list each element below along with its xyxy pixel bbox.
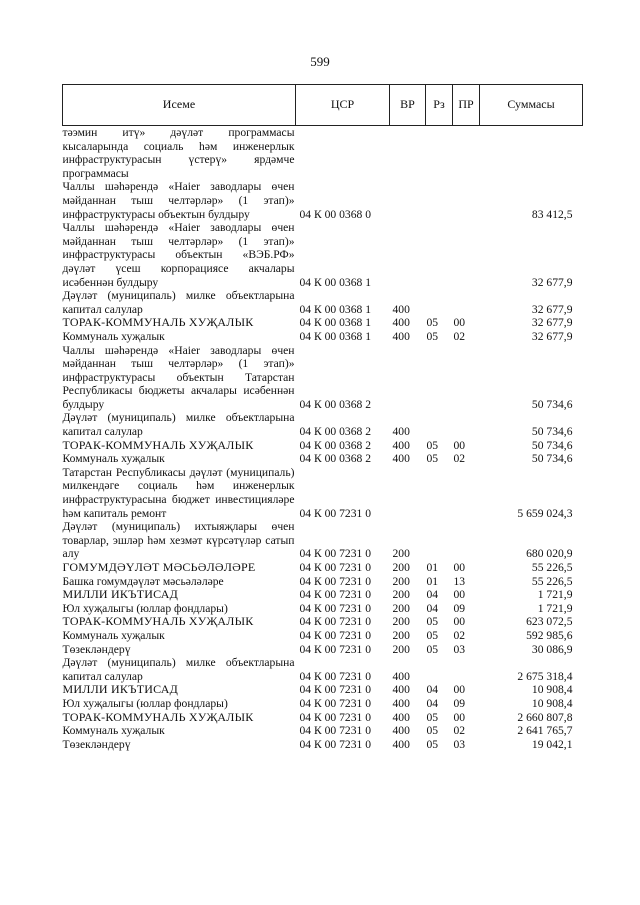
cell-name: Юл хуҗалыгы (юллар фондлары) <box>62 696 228 710</box>
cell-pr: 02 <box>453 724 466 738</box>
cell-sum: 623 072,5 <box>526 615 573 629</box>
cell-csr: 04 К 00 7231 0 <box>299 601 371 615</box>
table-row <box>63 452 583 466</box>
cell-name: Коммуналь хуҗалык <box>62 724 165 738</box>
cell-pr <box>453 180 480 221</box>
cell-vr: 200 <box>392 601 410 615</box>
cell-rz: 05 <box>426 329 439 343</box>
cell-vr <box>390 180 426 221</box>
cell-pr: 00 <box>453 710 466 724</box>
cell-pr <box>453 411 480 438</box>
cell-vr <box>390 221 426 289</box>
cell-rz <box>426 180 453 221</box>
cell-name: Дәүләт (муниципаль) ихтыяҗлары өчен товарлар, эшләр һәм хезмәт күрсәтүләр сатып алу <box>62 520 295 561</box>
cell-rz: 04 <box>426 588 439 602</box>
table-row <box>63 180 583 221</box>
cell-csr: 04 К 00 7231 0 <box>299 642 371 656</box>
cell-sum <box>480 126 583 181</box>
cell-csr: 04 К 00 0368 1 <box>299 302 371 316</box>
cell-rz <box>426 221 453 289</box>
cell-csr: 04 К 00 0368 2 <box>299 397 371 411</box>
cell-name: Дәүләт (муниципаль) милке объектларына капитал салулар <box>62 289 295 316</box>
table-row <box>63 615 583 629</box>
cell-name: МИЛЛИ ИКЪТИСАД <box>62 587 178 602</box>
table-row <box>63 221 583 289</box>
header-row <box>63 85 583 126</box>
header-vr: ВР <box>390 85 426 126</box>
cell-sum: 55 226,5 <box>531 561 573 574</box>
cell-sum: 10 908,4 <box>531 683 573 697</box>
cell-sum: 50 734,6 <box>531 425 573 439</box>
cell-rz: 01 <box>426 574 439 588</box>
cell-name: Төзекләндерү <box>62 642 131 656</box>
cell-csr: 04 К 00 0368 0 <box>299 207 371 221</box>
cell-vr: 200 <box>392 628 410 642</box>
cell-sum: 1 721,9 <box>537 601 573 615</box>
table-row <box>63 575 583 589</box>
cell-pr: 02 <box>453 628 466 642</box>
cell-name: Дәүләт (муниципаль) милке объектларына капитал салулар <box>62 411 295 439</box>
header-pr: ПР <box>453 85 480 126</box>
header-csr: ЦСР <box>296 85 390 126</box>
cell-pr: 00 <box>453 316 466 330</box>
cell-vr: 400 <box>392 696 410 710</box>
cell-vr: 400 <box>392 302 410 316</box>
cell-rz: 05 <box>426 724 439 738</box>
cell-name: Дәүләт (муниципаль) милке объектларына капитал салулар <box>62 656 295 683</box>
cell-vr: 400 <box>392 710 410 724</box>
cell-sum: 30 086,9 <box>531 642 573 656</box>
cell-csr: 04 К 00 7231 0 <box>299 588 371 602</box>
cell-vr: 400 <box>392 452 410 466</box>
table-row <box>63 602 583 616</box>
cell-vr <box>390 126 426 181</box>
cell-vr: 200 <box>392 615 410 629</box>
cell-sum: 32 677,9 <box>531 329 573 343</box>
cell-csr: 04 К 00 7231 0 <box>299 696 371 710</box>
cell-name: Төзекләндерү <box>62 737 131 751</box>
cell-vr: 400 <box>392 425 410 439</box>
table-row <box>63 126 583 181</box>
cell-rz <box>426 126 453 181</box>
cell-rz <box>426 344 453 412</box>
table-row <box>63 411 583 438</box>
cell-name: Юл хуҗалыгы (юллар фондлары) <box>62 601 228 615</box>
cell-sum: 19 042,1 <box>531 737 573 751</box>
cell-csr: 04 К 00 7231 0 <box>299 615 371 629</box>
cell-rz: 04 <box>426 696 439 710</box>
cell-pr: 00 <box>453 438 466 452</box>
cell-name: Коммуналь хуҗалык <box>62 329 165 343</box>
cell-sum: 50 734,6 <box>531 452 573 466</box>
cell-pr <box>453 656 480 683</box>
cell-csr: 04 К 00 0368 1 <box>299 316 371 330</box>
cell-sum: 2 660 807,8 <box>517 710 573 724</box>
cell-rz: 01 <box>426 561 439 574</box>
table-row <box>63 629 583 643</box>
cell-sum: 32 677,9 <box>531 302 573 316</box>
cell-csr: 04 К 00 7231 0 <box>299 683 371 697</box>
cell-name: ГОМУМДӘҮЛӘТ МӘСЬӘЛӘЛӘРЕ <box>62 560 256 574</box>
cell-rz <box>426 411 453 438</box>
cell-vr: 200 <box>392 574 410 588</box>
cell-csr: 04 К 00 7231 0 <box>299 669 371 683</box>
cell-name: ТОРАК-КОММУНАЛЬ ХУҖАЛЫК <box>62 437 254 452</box>
cell-pr: 00 <box>453 588 466 602</box>
cell-vr: 200 <box>392 561 410 574</box>
cell-name: Башка гомумдәүләт мәсьәләләре <box>62 574 224 588</box>
cell-csr: 04 К 00 7231 0 <box>299 574 371 588</box>
header-name: Исеме <box>63 85 296 126</box>
cell-csr: 04 К 00 0368 2 <box>299 438 371 452</box>
cell-csr: 04 К 00 0368 1 <box>299 329 371 343</box>
cell-pr <box>453 344 480 412</box>
cell-pr <box>453 126 480 181</box>
cell-sum: 592 985,6 <box>526 628 573 642</box>
cell-name: ТОРАК-КОММУНАЛЬ ХУҖАЛЫК <box>62 614 254 629</box>
cell-vr <box>390 344 426 412</box>
cell-vr: 200 <box>392 642 410 656</box>
cell-sum: 32 677,9 <box>531 316 573 330</box>
cell-pr: 00 <box>453 561 466 574</box>
cell-vr: 400 <box>392 724 410 738</box>
cell-sum: 50 734,6 <box>531 397 573 411</box>
table-row <box>63 683 583 697</box>
table-row <box>63 656 583 683</box>
table-row <box>63 588 583 602</box>
cell-rz <box>426 289 453 316</box>
cell-sum: 83 412,5 <box>531 207 573 221</box>
table-row <box>63 561 583 575</box>
cell-pr: 03 <box>453 737 466 751</box>
cell-name: Чаллы шәһәрендә «Haier заводлары өчен мәйданнан тыш челтәрләр» (1 этап)» инфраструктурасы объектын Татарстан Республикасы бюджеты акчалары исәбеннән булдыру <box>62 343 295 411</box>
cell-sum: 5 659 024,3 <box>517 506 573 520</box>
table-row <box>63 738 583 752</box>
cell-vr: 200 <box>392 547 410 561</box>
cell-rz: 05 <box>426 628 439 642</box>
cell-csr <box>296 126 390 181</box>
table-row <box>63 520 583 561</box>
cell-name: Коммуналь хуҗалык <box>62 628 165 642</box>
cell-csr: 04 К 00 0368 2 <box>299 452 371 466</box>
cell-sum: 2 675 318,4 <box>517 669 573 683</box>
header-sum: Суммасы <box>480 85 583 126</box>
table-row <box>63 697 583 711</box>
cell-vr: 400 <box>392 737 410 751</box>
cell-rz <box>426 466 453 520</box>
cell-csr: 04 К 00 0368 2 <box>299 425 371 439</box>
cell-csr: 04 К 00 7231 0 <box>299 710 371 724</box>
cell-rz: 05 <box>426 615 439 629</box>
table-row <box>63 711 583 725</box>
cell-sum: 55 226,5 <box>531 574 573 588</box>
cell-pr: 03 <box>453 642 466 656</box>
cell-pr: 00 <box>453 683 466 697</box>
cell-vr: 400 <box>392 316 410 330</box>
cell-csr: 04 К 00 0368 1 <box>299 275 371 289</box>
page-number: 599 <box>310 54 330 69</box>
cell-sum: 1 721,9 <box>537 588 573 602</box>
cell-name: Татарстан Республикасы дәүләт (муниципаль) милкендәге социаль һәм инженерлык инфраструктурасына бюджет инвестицияләре һәм капиталь ремонт <box>62 465 295 520</box>
cell-rz: 04 <box>426 683 439 697</box>
cell-pr: 00 <box>453 615 466 629</box>
cell-sum: 2 641 765,7 <box>517 724 573 738</box>
cell-rz: 05 <box>426 316 439 330</box>
cell-vr: 400 <box>392 669 410 683</box>
cell-vr <box>390 466 426 520</box>
cell-name: МИЛЛИ ИКЪТИСАД <box>62 682 178 697</box>
cell-sum: 50 734,6 <box>531 438 573 452</box>
cell-csr: 04 К 00 7231 0 <box>299 737 371 751</box>
cell-pr <box>453 289 480 316</box>
cell-vr: 400 <box>392 683 410 697</box>
cell-pr: 02 <box>453 452 466 466</box>
cell-name: Чаллы шәһәрендә «Haier заводлары өчен мәйданнан тыш челтәрләр» (1 этап)» инфраструктурасы объектын булдыру <box>62 180 295 221</box>
cell-rz: 04 <box>426 601 439 615</box>
cell-sum: 680 020,9 <box>526 547 573 561</box>
table-row <box>63 439 583 453</box>
cell-pr <box>453 221 480 289</box>
cell-rz: 05 <box>426 737 439 751</box>
cell-pr: 13 <box>453 574 466 588</box>
cell-vr: 200 <box>392 588 410 602</box>
cell-pr: 09 <box>453 696 466 710</box>
table-row <box>63 643 583 657</box>
cell-name: тәэмин итү» дәүләт программасы кысаларында социаль һәм инженерлык инфраструктурасын үстерү» ярдәмче программасы <box>62 126 295 180</box>
table-row <box>63 316 583 330</box>
cell-name: Чаллы шәһәрендә «Haier заводлары өчен мәйданнан тыш челтәрләр» (1 этап)» инфраструктурасы объектын «ВЭБ.РФ» дәүләт үсеш корпорациясе акчалары исәбеннән булдыру <box>62 221 295 289</box>
cell-csr: 04 К 00 7231 0 <box>299 547 371 561</box>
cell-csr: 04 К 00 7231 0 <box>299 561 371 574</box>
cell-pr: 09 <box>453 601 466 615</box>
cell-vr: 400 <box>392 329 410 343</box>
cell-pr <box>453 466 480 520</box>
cell-rz <box>426 520 453 561</box>
cell-vr: 400 <box>392 438 410 452</box>
cell-sum: 32 677,9 <box>531 275 573 289</box>
cell-rz: 05 <box>426 438 439 452</box>
cell-name: ТОРАК-КОММУНАЛЬ ХУҖАЛЫК <box>62 709 254 724</box>
cell-pr: 02 <box>453 329 466 343</box>
cell-csr: 04 К 00 7231 0 <box>299 628 371 642</box>
table-row <box>63 724 583 738</box>
table-row <box>63 289 583 316</box>
cell-name: Коммуналь хуҗалык <box>62 452 165 466</box>
cell-sum: 10 908,4 <box>531 696 573 710</box>
cell-rz <box>426 656 453 683</box>
cell-csr: 04 К 00 7231 0 <box>299 724 371 738</box>
cell-rz: 05 <box>426 642 439 656</box>
table-header <box>63 85 583 126</box>
header-rz: Рз <box>426 85 453 126</box>
table-row <box>63 466 583 520</box>
table-row <box>63 330 583 344</box>
budget-table <box>62 84 583 751</box>
table-body <box>63 126 583 752</box>
table-row <box>63 344 583 412</box>
cell-rz: 05 <box>426 710 439 724</box>
cell-csr: 04 К 00 7231 0 <box>299 506 371 520</box>
cell-pr <box>453 520 480 561</box>
cell-rz: 05 <box>426 452 439 466</box>
cell-name: ТОРАК-КОММУНАЛЬ ХУҖАЛЫК <box>62 315 254 330</box>
